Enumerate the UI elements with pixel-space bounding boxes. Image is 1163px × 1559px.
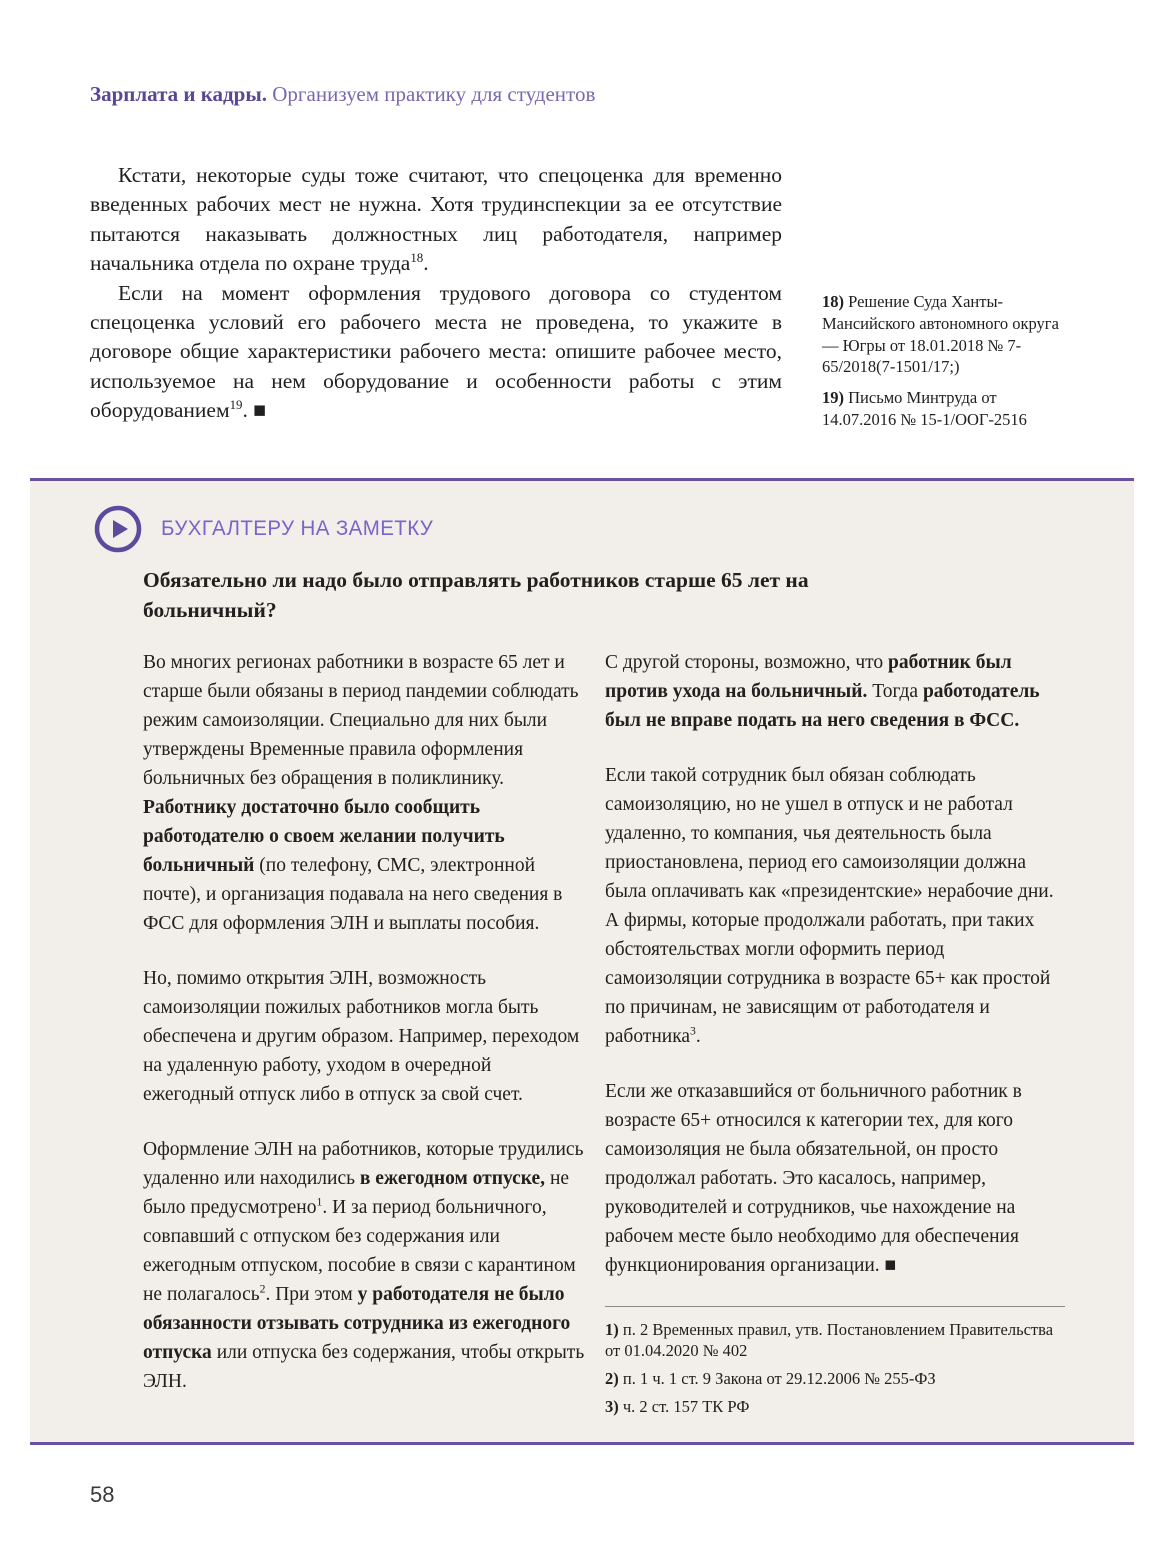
page-header	[90, 82, 595, 107]
note-box-question: Обязательно ли надо было отправлять работников старше 65 лет на больничный?	[143, 568, 809, 622]
note-paragraph: Оформление ЭЛН на работников, которые трудились удаленно или находились в ежегодном отпуске, не было предусмотрено$^1$. И за период больничного, совпавший с отпуском без содержания или ежегодным отпуском, пособие в связи с карантином не полагалось$^2$. При этом у работодателя не было обязанности отзывать сотрудника из ежегодного отпуска или отпуска без содержания, чтобы открыть ЭЛН.	[143, 1139, 585, 1392]
note-box-label: БУХГАЛТЕРУ НА ЗАМЕТКУ	[161, 516, 434, 541]
footnote: 2) п. 1 ч. 1 ст. 9 Закона от 29.12.2006 № 255-ФЗ	[605, 1369, 936, 1388]
note-box-header	[94, 505, 433, 553]
note-paragraph: Во многих регионах работники в возрасте 65 лет и старше были обязаны в период пандемии соблюдать режим самоизоляции. Специально для них были утверждены Временные правила оформления больничных без обращения в поликлинику. Работнику достаточно было сообщить работодателю о своем желании получить больничный (по телефону, СМС, электронной почте), и организация подавала на него сведения в ФСС для оформления ЭЛН и выплаты пособия.	[143, 652, 579, 934]
article-paragraph: Кстати, некоторые суды тоже считают, что спецоценка для временно введенных рабочих мест не нужна. Хотя трудинспекции за ее отсутствие пытаются наказывать должностных лиц работодателя, например начальника отдела по охране труда$^{18}$.	[90, 163, 782, 276]
note-paragraph: Но, помимо открытия ЭЛН, возможность самоизоляции пожилых работников могла быть обеспечена и другим образом. Например, переходом на удаленную работу, уходом в очередной ежегодный отпуск либо в отпуск за свой счет.	[143, 968, 580, 1105]
note-paragraph: Если же отказавшийся от больничного работник в возрасте 65+ относился к категории тех, для кого самоизоляция не была обязательной, он просто продолжал работать. Это касалось, например, руководителей и сотрудников, чье нахождение на рабочем месте было необходимо для обеспечения функционирования организации. ■	[605, 1081, 1022, 1276]
note-box-right-column	[605, 648, 1065, 1424]
rubric-subtitle: Организуем практику для студентов	[267, 82, 596, 106]
page-number: 58	[90, 1482, 115, 1507]
play-icon	[94, 505, 142, 553]
rubric-title: Зарплата и кадры.	[90, 82, 268, 106]
margin-notes	[822, 291, 1074, 431]
article-body	[90, 161, 782, 426]
margin-note: 19) Письмо Минтруда от 14.07.2016 № 15-1/ООГ-2516	[822, 388, 1027, 429]
footnote: 1) п. 2 Временных правил, утв. Постановлением Правительства от 01.04.2020 № 402	[605, 1320, 1054, 1360]
article-paragraph: Если на момент оформления трудового договора со студентом спецоценка условий его рабочего места не проведена, то укажите в договоре общие характеристики рабочего места: опишите рабочее место, используемое на нем оборудование и особенности работы с этим оборудованием$^{19}$. ■	[90, 280, 782, 423]
note-paragraph: С другой стороны, возможно, что работник был против ухода на больничный. Тогда работодатель был не вправе подать на него сведения в ФСС.	[605, 652, 1040, 731]
note-box	[30, 478, 1134, 1445]
margin-note: 18) Решение Суда Ханты-Мансийского автономного округа — Югры от 18.01.2018 № 7-65/2018(7-1501/17;)	[822, 292, 1059, 377]
note-paragraph: Если такой сотрудник был обязан соблюдать самоизоляцию, но не ушел в отпуск и не работал удаленно, то компания, чья деятельность была приостановлена, период его самоизоляции должна была оплачивать как «президентские» нерабочие дни. А фирмы, которые продолжали работать, при таких обстоятельствах могли оформить период самоизоляции сотрудника в возрасте 65+ как простой по причинам, не зависящим от работодателя и работника$^3$.	[605, 765, 1054, 1047]
footnote: 3) ч. 2 ст. 157 ТК РФ	[605, 1397, 750, 1416]
footnotes	[605, 1306, 1065, 1417]
note-box-left-column	[143, 648, 587, 1422]
